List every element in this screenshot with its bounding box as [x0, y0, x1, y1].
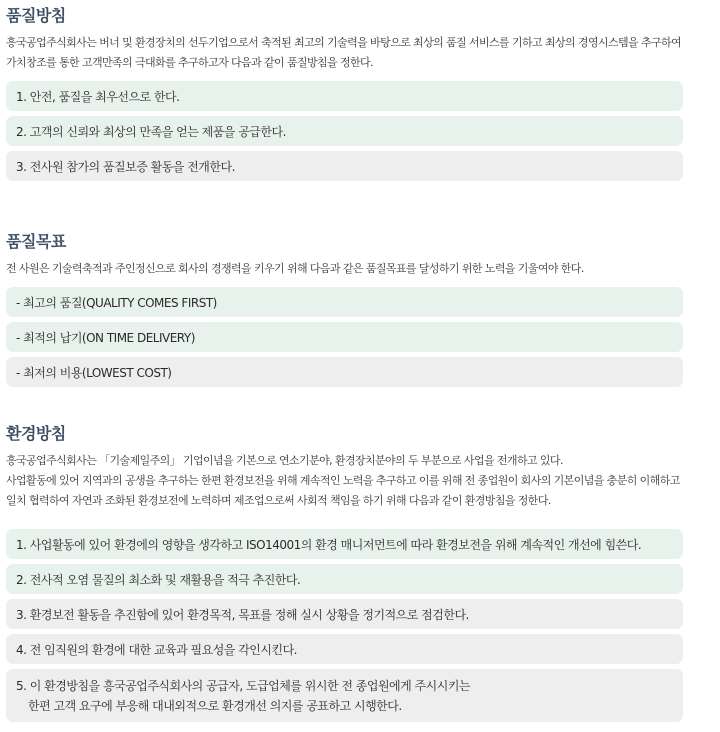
- list-item: [6, 669, 683, 722]
- quality-goals-title: 품질목표: [6, 232, 66, 251]
- list-item: - 최저의 비용(LOWEST COST): [6, 357, 683, 387]
- list-item: 2. 고객의 신뢰와 최상의 만족을 얻는 제품을 공급한다.: [6, 116, 683, 146]
- environment-policy-text-2: 사업활동에 있어 지역과의 공생을 추구하는 한편 환경보전을 위해 계속적인 노력을 추구하고 이를 위해 전 종업원이 회사의 기본이념을 충분히 이해하고 일치 협력하여 자연과 조화된 환경보전에 노력하며 제조업으로써 사회적 책임을 하기 위해 다음과 같이 환경방침을 정한다.: [6, 474, 680, 507]
- list-item: 2. 전사적 오염 물질의 최소화 및 재활용을 적극 추진한다.: [6, 564, 683, 594]
- list-item: 4. 전 임직원의 환경에 대한 교육과 필요성을 각인시킨다.: [6, 634, 683, 664]
- quality-policy-text: 흥국공업주식회사는 버너 및 환경장치의 선두기업으로서 축적된 최고의 기술력을 바탕으로 최상의 품질 서비스를 기하고 최상의 경영시스템을 추구하여 가치창조를 통한 고객만족의 극대화를 추구하고자 다음과 같이 품질방침을 정한다.: [6, 36, 682, 69]
- quality-goals-section: [6, 232, 694, 279]
- list-item-line-2: 한편 고객 요구에 부응해 대내외적으로 환경개선 의지를 공표하고 시행한다.: [28, 698, 402, 713]
- quality-policy-title: 품질방침: [6, 6, 66, 25]
- list-item: - 최고의 품질(QUALITY COMES FIRST): [6, 287, 683, 317]
- environment-policy-text-1: 흥국공업주식회사는 「기술제일주의」 기업이념을 기본으로 연소기분야, 환경장치분야의 두 부분으로 사업을 전개하고 있다.: [6, 454, 563, 467]
- environment-policy-section: [6, 424, 694, 511]
- list-item: 1. 안전, 품질을 최우선으로 한다.: [6, 81, 683, 111]
- list-item: 3. 환경보전 활동을 추진함에 있어 환경목적, 목표를 정해 실시 상황을 정기적으로 점검한다.: [6, 599, 683, 629]
- quality-policy-section: [6, 6, 694, 73]
- list-item: 1. 사업활동에 있어 환경에의 영향을 생각하고 ISO14001의 환경 매니저먼트에 따라 환경보전을 위해 계속적인 개선에 힘쓴다.: [6, 529, 683, 559]
- list-item-line-1: 5. 이 환경방침을 흥국공업주식회사의 공급자, 도급업체를 위시한 전 종업원에게 주시시키는: [16, 678, 471, 693]
- list-item: - 최적의 납기(ON TIME DELIVERY): [6, 322, 683, 352]
- quality-goals-text: 전 사원은 기술력축적과 주인정신으로 회사의 경쟁력을 키우기 위해 다음과 같은 품질목표를 달성하기 위한 노력을 기울여야 한다.: [6, 262, 584, 275]
- list-item: 3. 전사원 참가의 품질보증 활동을 전개한다.: [6, 151, 683, 181]
- environment-policy-title: 환경방침: [6, 424, 66, 443]
